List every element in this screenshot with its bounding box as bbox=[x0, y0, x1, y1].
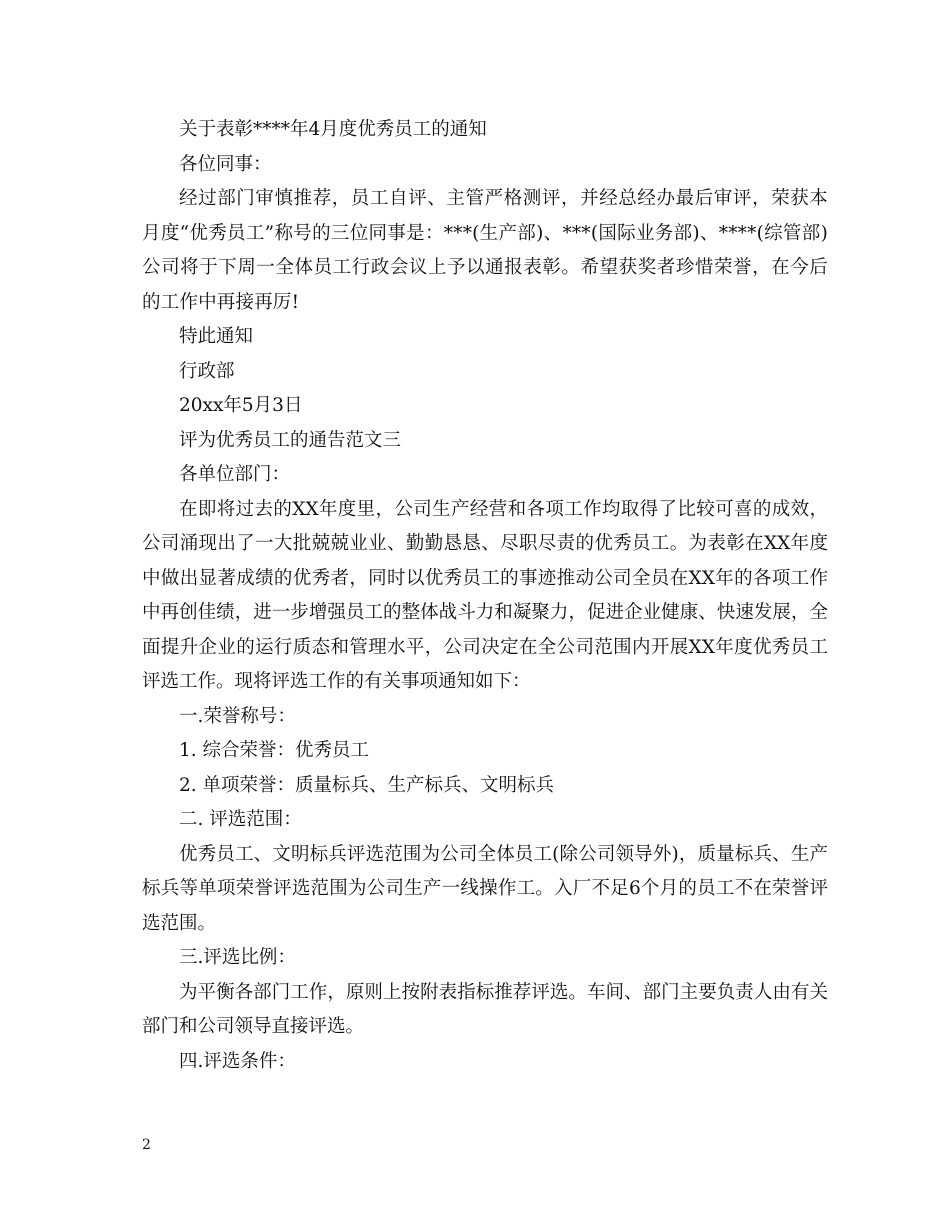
section-heading-4: 四.评选条件： bbox=[179, 1050, 296, 1072]
closing-line: 特此通知 bbox=[179, 326, 254, 347]
salutation-1: 各位同事： bbox=[179, 153, 272, 175]
signature-department: 行政部 bbox=[179, 360, 235, 382]
body-paragraph-1: 经过部门审慎推荐，员工自评、主管严格测评，并经总经办最后审评，荣获本月度“优秀员工”称号的三位同事是：***(生产部)、***(国际业务部)、****(综管部)公司将于下周一全体员工行政会议上予以通报表彰。希望获奖者珍惜荣誉，在今后的工作中再接再厉! bbox=[142, 188, 828, 313]
section-heading-1: 一.荣誉称号： bbox=[179, 705, 296, 727]
body-paragraph-3: 优秀员工、文明标兵评选范围为公司全体员工(除公司领导外)，质量标兵、生产标兵等单项荣誉评选范围为公司生产一线操作工。入厂不足6个月的员工不在荣誉评选范围。 bbox=[142, 843, 828, 934]
body-paragraph-4: 为平衡各部门工作，原则上按附表指标推荐评选。车间、部门主要负责人由有关部门和公司领导直接评选。 bbox=[142, 981, 828, 1037]
section-heading-3: 三.评选比例： bbox=[179, 947, 296, 968]
notice-title-1: 关于表彰****年4月度优秀员工的通知 bbox=[179, 119, 487, 140]
list-item-2: 2. 单项荣誉：质量标兵、生产标兵、文明标兵 bbox=[179, 774, 555, 796]
document-body bbox=[142, 113, 828, 1079]
notice-title-2: 评为优秀员工的通告范文三 bbox=[179, 429, 402, 451]
body-paragraph-2: 在即将过去的XX年度里，公司生产经营和各项工作均取得了比较可喜的成效，公司涌现出了一大批兢兢业业、勤勤恳恳、尽职尽责的优秀员工。为表彰在XX年度中做出显著成绩的优秀者，同时以优秀员工的事迹推动公司全员在XX年的各项工作中再创佳绩，进一步增强员工的整体战斗力和凝聚力，促进企业健康、快速发展，全面提升企业的运行质态和管理水平，公司决定在全公司范围内开展XX年度优秀员工评选工作。现将评选工作的有关事项通知如下： bbox=[142, 498, 828, 692]
signature-date: 20xx年5月3日 bbox=[179, 395, 303, 416]
page-number: 2 bbox=[142, 1137, 151, 1153]
salutation-2: 各单位部门： bbox=[179, 464, 291, 485]
section-heading-2: 二. 评选范围： bbox=[179, 809, 302, 830]
list-item-1: 1. 综合荣誉：优秀员工 bbox=[179, 740, 370, 761]
